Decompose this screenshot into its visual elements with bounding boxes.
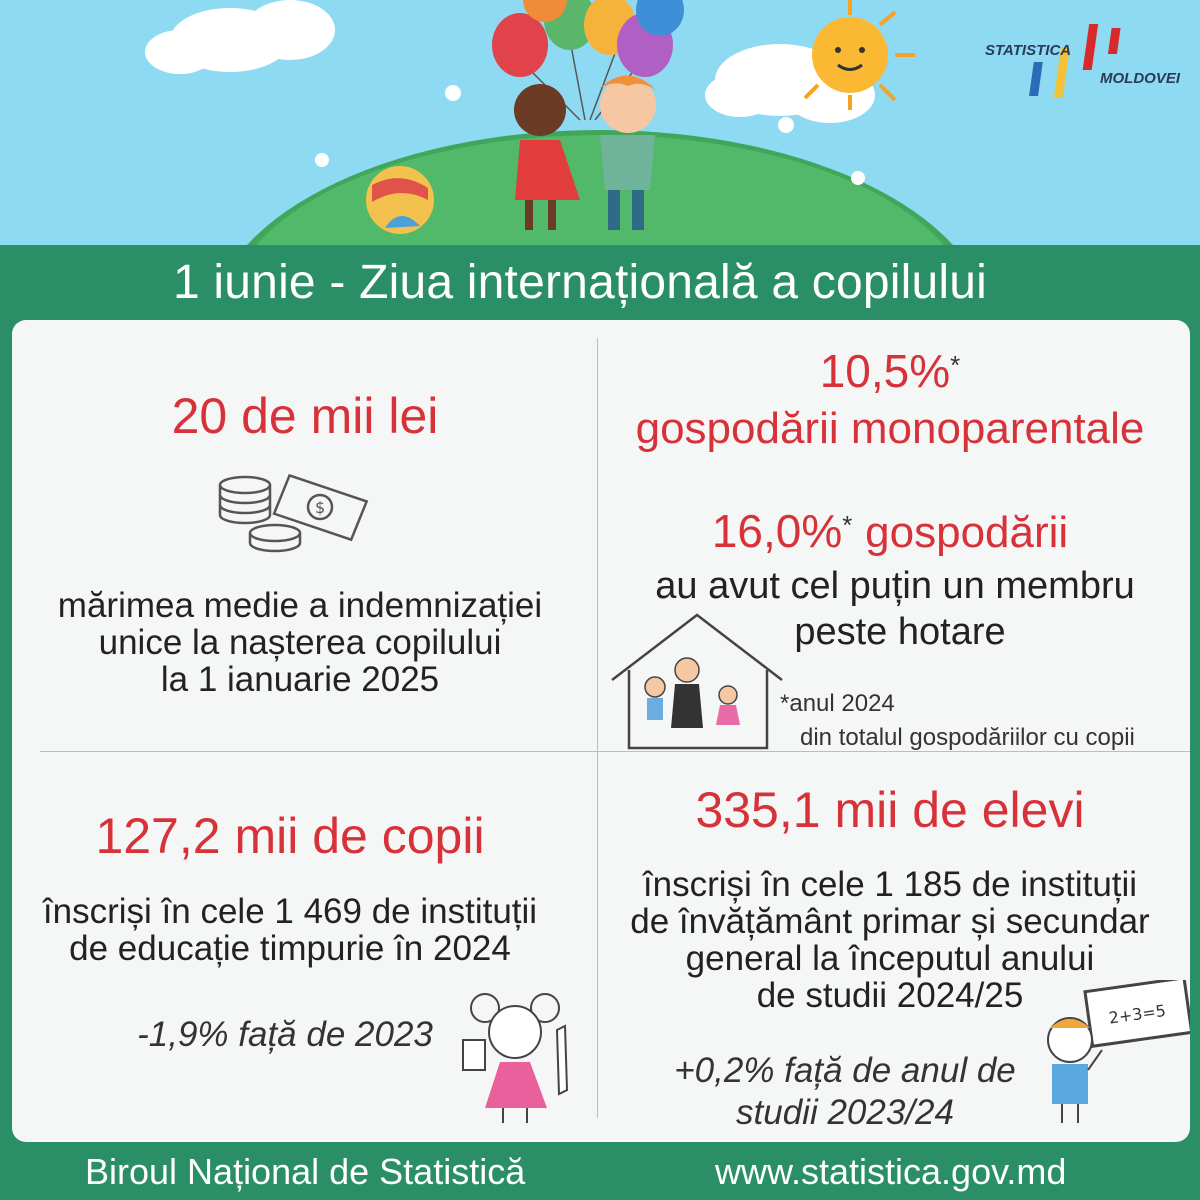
pupils-change-2: studii 2023/24 <box>736 1093 954 1132</box>
blackboard-text: 2+3=5 <box>1107 1000 1168 1028</box>
vertical-divider <box>597 338 598 1118</box>
money-icon <box>215 465 375 555</box>
preschool-value: 127,2 mii de copii <box>95 808 485 864</box>
girl-icon <box>455 990 585 1125</box>
pupils-text-1: înscriși în cele 1 185 de instituții <box>642 865 1138 904</box>
preschool-change: -1,9% față de 2023 <box>137 1015 433 1054</box>
footnote-year: *anul 2024 <box>780 690 895 717</box>
abroad-percent: 16,0% <box>711 505 843 557</box>
abroad-value <box>600 505 1180 559</box>
logo-line1: STATISTICA <box>985 42 1072 59</box>
preschool-text-1: înscriși în cele 1 469 de instituții <box>42 892 538 931</box>
footnote-star: * <box>950 350 961 380</box>
pupils-text-3: general la începutul anului <box>685 939 1095 978</box>
allowance-text-2: unice la nașterea copilului <box>98 623 502 662</box>
beach-ball-icon <box>366 166 434 234</box>
abroad-label: gospodării <box>865 508 1069 557</box>
page-title: 1 iunie - Ziua internațională a copilului <box>172 256 988 309</box>
pupils-change-1: +0,2% față de anul de <box>674 1051 1016 1090</box>
abroad-text-2: peste hotare <box>794 611 1006 653</box>
allowance-text-3: la 1 ianuarie 2025 <box>160 660 440 699</box>
hero-illustration <box>0 0 1200 245</box>
footnote-total: din totalul gospodăriilor cu copii <box>800 724 1135 751</box>
pupils-value: 335,1 mii de elevi <box>695 782 1085 838</box>
allowance-value: 20 de mii lei <box>171 388 439 444</box>
logo-bars-icon <box>985 18 1185 108</box>
svg-text:$: $ <box>315 498 326 517</box>
footer-organization: Biroul Național de Statistică <box>85 1151 526 1192</box>
preschool-text-2: de educație timpurie în 2024 <box>69 929 511 968</box>
abroad-text-1: au avut cel puțin un membru <box>655 565 1135 607</box>
allowance-text-1: mărimea medie a indemnizației <box>57 586 543 625</box>
single-parent-value <box>600 345 1180 397</box>
footnote-star: * <box>842 510 853 540</box>
cloud-left <box>145 0 335 74</box>
logo-line2: MOLDOVEI <box>1100 70 1181 87</box>
pupils-text-2: de învățământ primar și secundar <box>630 902 1150 941</box>
single-parent-label: gospodării monoparentale <box>635 404 1145 453</box>
footer-website[interactable]: www.statistica.gov.md <box>715 1151 1067 1192</box>
pupils-text-4: de studii 2024/25 <box>756 976 1024 1015</box>
logo <box>985 18 1185 108</box>
single-parent-percent: 10,5% <box>819 345 951 397</box>
family-house-icon <box>607 610 787 750</box>
boy-blackboard-icon <box>1030 980 1190 1125</box>
